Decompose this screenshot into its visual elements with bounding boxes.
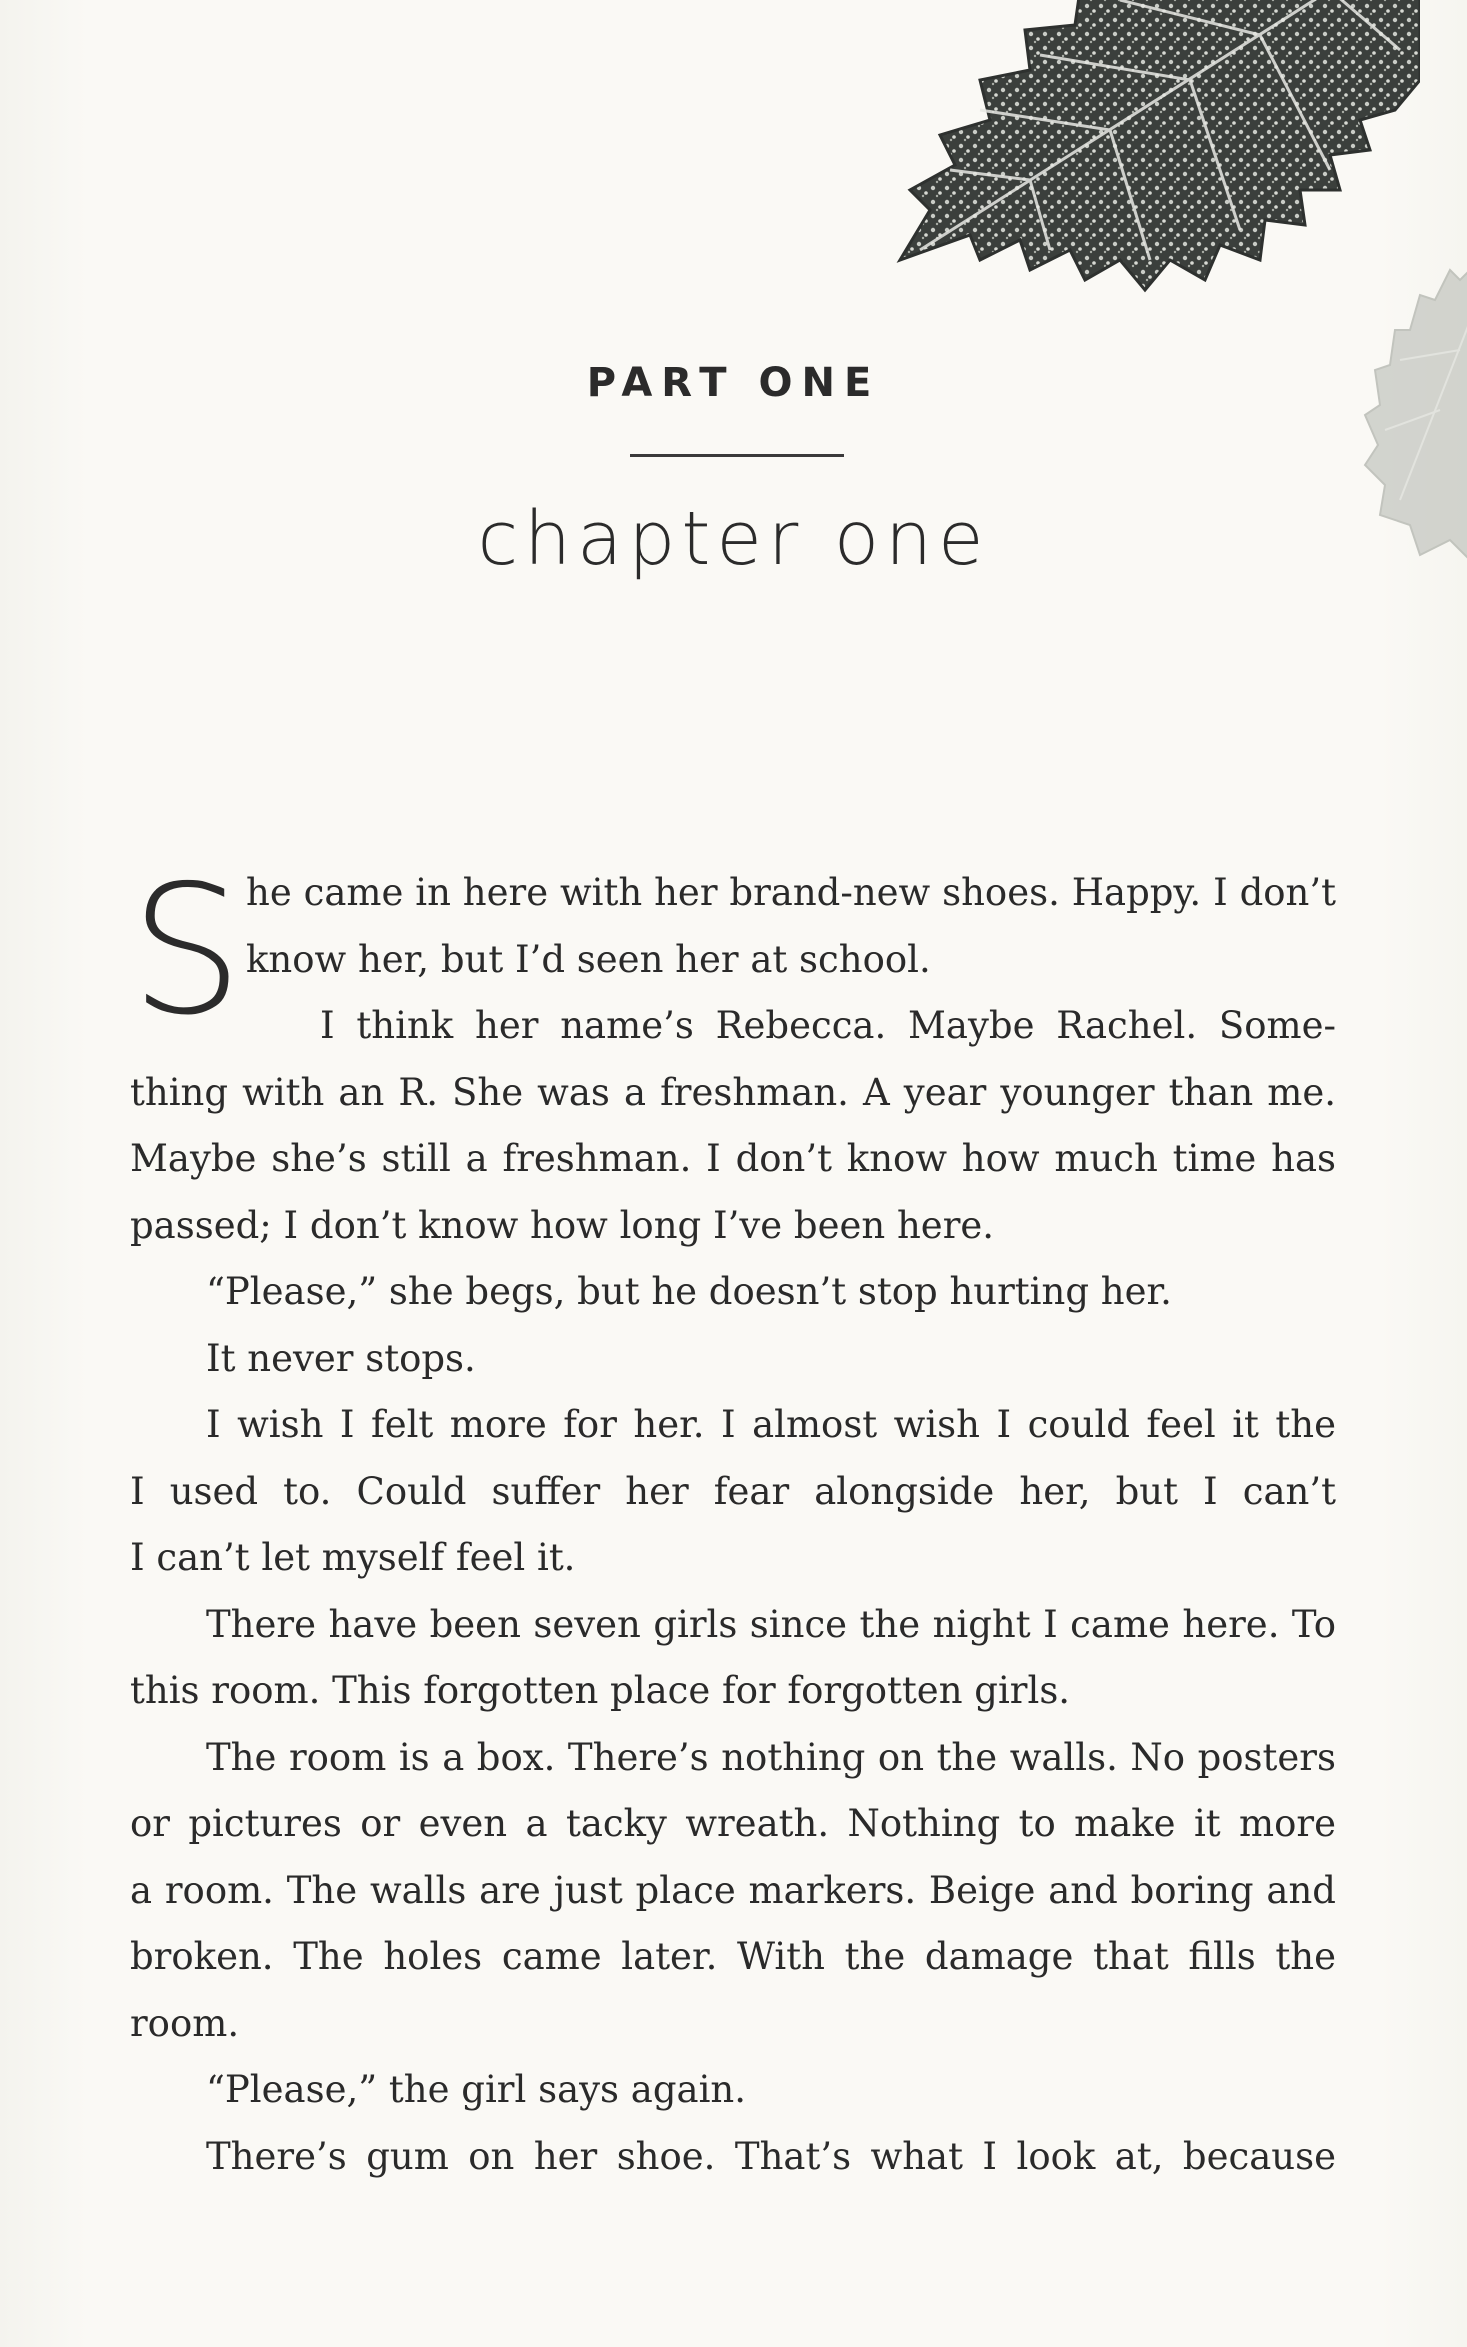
text-line: Maybe she’s still a freshman. I don’t know how much time has: [130, 1137, 1336, 1180]
text-line: There’s gum on her shoe. That’s what I look at, because: [206, 2134, 1336, 2178]
text-line: “Please,” she begs, but he doesn’t stop hurting her.: [206, 1270, 1172, 1313]
text-line: It never stops.: [206, 1336, 476, 1380]
text-line: The room is a box. There’s nothing on the walls. No posters: [206, 1735, 1336, 1779]
heading-divider: [630, 454, 844, 457]
text-line: know her, but I’d seen her at school.: [246, 937, 931, 981]
text-line: this room. This forgotten place for forgotten girls.: [130, 1669, 1071, 1712]
text-line: thing with an R. She was a freshman. A year younger than me.: [130, 1070, 1336, 1114]
text-line: broken. The holes came later. With the damage that fills the: [130, 1935, 1336, 1978]
text-line: I used to. Could suffer her fear alongside her, but I can’t: [130, 1469, 1336, 1513]
text-line: he came in here with her brand-new shoes. Happy. I don’t: [246, 871, 1336, 914]
text-line: I wish I felt more for her. I almost wish I could feel it the: [206, 1403, 1336, 1446]
text-line: I think her name’s Rebecca. Maybe Rachel. Some-: [320, 1004, 1336, 1047]
chapter-title: chapter one: [477, 496, 990, 582]
drop-cap: S: [130, 847, 243, 1054]
text-line: a room. The walls are just place markers. Beige and boring and: [130, 1868, 1336, 1912]
text-line: passed; I don’t know how long I’ve been here.: [130, 1203, 995, 1247]
text-line: or pictures or even a tacky wreath. Nothing to make it more: [130, 1802, 1336, 1845]
chapter-body: [130, 847, 1336, 2190]
text-line: There have been seven girls since the night I came here. To: [206, 1602, 1336, 1646]
leaf-illustration: [860, 0, 1420, 320]
text-line: I can’t let myself feel it.: [130, 1536, 576, 1579]
text-line: “Please,” the girl says again.: [206, 2068, 747, 2111]
part-heading: PART ONE: [586, 360, 881, 406]
text-line: room.: [130, 2001, 240, 2045]
